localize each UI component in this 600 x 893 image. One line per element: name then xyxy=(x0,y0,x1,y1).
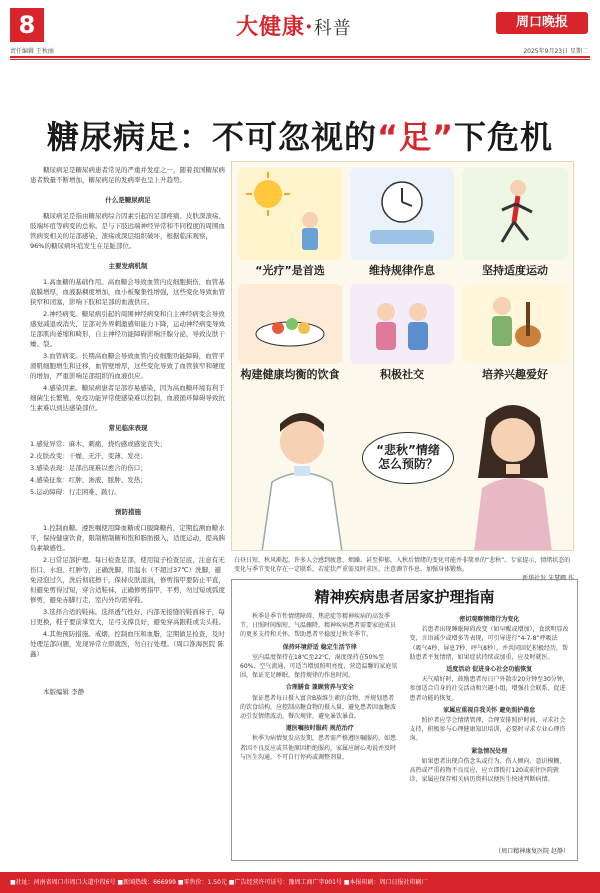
woman-figure xyxy=(456,398,570,551)
section-title xyxy=(236,10,352,41)
guide-columns xyxy=(240,612,569,785)
illustration-label: 维持规律作息 xyxy=(369,264,435,277)
article-paragraph: 2.神经病变。糖尿病引起的周围神经病变和自主神经病变会导致感觉减退或消失，足部对外界刺激感知能力下降，运动神经病变导致足部肌肉萎缩和畸形，自主神经功能障碍影响汗腺分泌，导致皮肤干燥、裂。 xyxy=(30,310,225,348)
guide-subheading: 保持环境舒适 稳定生活节律 xyxy=(282,643,357,651)
guide-paragraph: 室内温度保持在18℃至22℃，湿度保持在50%至60%，空气流通，可适当增加照明亮度，营造温馨的家庭氛围，保证充足睡眠，保持规律的作息时间。 xyxy=(240,653,398,680)
guide-subheading: 遵医嘱按时服药 规范治疗 xyxy=(285,725,354,733)
article-paragraph: 3.选择合适的鞋袜。选择透气性好、内部无接缝的鞋面袜子，每日更换，鞋子要前掌宽大，足弓支撑良好，避免穿高跟鞋或尖头鞋。 xyxy=(30,608,225,626)
illustration-caption xyxy=(234,556,574,582)
social-scene xyxy=(350,284,454,364)
section-dot: · xyxy=(305,14,314,40)
article-paragraph: 1.高血糖的基础作用。高血糖会导致血管内皮细胞损伤，血管基底膜增厚，血液黏稠度增加，血小板聚集性增强，这些变化导致血管狭窄和闭塞，影响下肢和足部的血液供应。 xyxy=(30,278,225,306)
people-icon xyxy=(350,284,454,364)
symptom-list xyxy=(30,439,226,497)
guide-subheading: 合理膳食 兼顾营养与安全 xyxy=(285,684,354,692)
diet-scene xyxy=(238,284,342,364)
guide-paragraph: 保证患者每日摄入富含B族维生素的食物，并规划患者的饮食结构，应控制高糖食物的摄入量，避免患者因血糖波动引发情绪波动，餐次规律，避免暴饮暴食。 xyxy=(240,694,397,721)
guitar-icon xyxy=(462,284,568,364)
list-item: 4.感染征象：红肿、渗液、脓肿、发热； xyxy=(30,476,147,484)
article-paragraph: 4.其他预防措施。戒烟，控制血压和血脂，定期做足检查，及时处理足部问题，发现异常立即就医，勿自行处理。（周口淮海医院 陈鑫） xyxy=(30,630,225,658)
section-main: 大健康 xyxy=(236,14,306,40)
guide-paragraph: 天气晴好时，鼓励患者每日户外散步20分钟至30分钟，参加适合自身的社交活动和兴趣小组，增强社会联系，促进患者功能的恢复。 xyxy=(409,676,569,702)
illustration-label: “光疗”是首选 xyxy=(255,264,325,277)
newspaper-logo: 周口晚报 xyxy=(496,12,588,34)
masthead-rule-thin xyxy=(10,59,590,60)
guide-subheading: 密切观察情绪行为变化 xyxy=(459,616,520,623)
runner-icon xyxy=(462,168,568,260)
article-column xyxy=(30,165,226,699)
list-item: 1.感觉异常：麻木、刺痛、烧灼感或感觉丧失； xyxy=(30,440,167,448)
illustration-label: 构建健康均衡的饮食 xyxy=(240,368,340,381)
dateline: 2025年9月23日 星期二 xyxy=(523,48,588,55)
masthead-rule xyxy=(10,56,590,58)
headline-part-1: 糖尿病足：不可忽视的 xyxy=(46,118,377,156)
illustration xyxy=(231,161,574,551)
guide-credit: （周口精神康复医院 赵静） xyxy=(495,848,569,855)
illustration-label: 培养兴趣爱好 xyxy=(482,368,548,381)
subheading-symptom: 常见临床表现 xyxy=(108,424,148,432)
sun-icon xyxy=(238,168,342,260)
article-paragraph: 4.感染因素。糖尿病患者足部容易感染，因为高血糖环境有利于细菌生长繁殖，免疫功能异常使感染难以控制，血液循环障碍导致抗生素难以到达感染部位。 xyxy=(30,384,225,412)
headline-accent: “足” xyxy=(376,118,455,156)
speech-bubble: “悲秋”情绪怎么预防？ xyxy=(362,432,454,484)
section-sub: 科普 xyxy=(313,18,352,39)
page-headline xyxy=(0,112,600,158)
illustration-label: 积极社交 xyxy=(380,368,424,381)
doctor-figure xyxy=(242,402,362,551)
guide-subheading: 紧急情况处理 xyxy=(471,747,508,755)
guide-column-right xyxy=(410,612,570,785)
subheading-cause: 主要发病机制 xyxy=(108,262,148,270)
article-paragraph: 2.日常足部护理。每日检查足部，使用镜子检查足底，注意有无伤口、水泡、红肿等，正确洗脚，用温水（不超过37℃）洗脚，避免浸泡过久，洗后彻底擦干，保持皮肤湿润，修剪指甲要防止平直，但避免剪得过短，穿合适鞋袜，正确修剪指甲，平剪，勿过短或弧度修剪，避免赤脚行走，室内外均需穿鞋。 xyxy=(30,556,225,604)
headline-part-3: 下危机 xyxy=(454,118,554,156)
food-bowl-icon xyxy=(238,284,342,364)
clock-icon xyxy=(350,168,454,260)
illustration-label: 坚持适度运动 xyxy=(482,264,548,277)
guide-paragraph: 秋季是季节性情绪障碍、焦虑症等精神疾病的高发季节，日照时间缩短，气温骤降，精神疾病患者需要家庭成员的更多支持和关怀，帮助患者平稳度过秋冬季节。 xyxy=(240,613,397,639)
guide-paragraph: 照护者应学会情绪管理，合理安排照护时间，寻求社会支持，积极参与心理健康知识培训，必要时寻求专业心理咨询。 xyxy=(409,717,566,743)
list-item: 5.运动障碍：行走困难、跛行。 xyxy=(30,488,121,496)
page-number: 8 xyxy=(10,8,44,42)
list-item: 2.皮肤改变：干燥、无汗、变薄、发亮； xyxy=(30,452,147,460)
guide-paragraph: 若患者出现睡眠障碍改变（如早醒或增加），食欲明显改变，言语减少或增多等表现，可引导进行“4-7-8”呼吸法（吸气4秒、屏息7秒、呼气8秒），并共同回忆积极经历，帮助患者平复情绪，如果症状持续或加重，应及时就医。 xyxy=(409,626,569,661)
guide-subheading: 家属应重视自我关怀 避免照护倦怠 xyxy=(443,706,536,714)
routine-scene xyxy=(350,168,454,260)
light-therapy-scene xyxy=(238,168,342,260)
footer-bar: ■社址：河南省周口市周口大道中段6号 ■新闻热线：666999 ■零售价：1.50元 ■广告经营许可证号：豫周工商广字001号 ■本报印刷：周口日报社印刷厂 xyxy=(0,872,600,893)
guide-column-left xyxy=(240,612,400,785)
guide-paragraph: 秋季为病情复发高发期，患者需严格遵医嘱服药，如患者因不良反应或其他原因拒绝服药，家属应耐心劝说并及时与医生沟通，不可自行停药或调整剂量。 xyxy=(240,735,397,761)
article-paragraph: 3.血管病变。长期高血糖会导致血管内皮细胞功能障碍，血管平滑肌细胞增生和迁移，血管壁增厚，这些变化导致了血管狭窄和硬度的增加，严重影响足部组织的血液供应。 xyxy=(30,352,225,380)
article-intro: 糖尿病足是糖尿病患者常见的严重并发症之一，随着我国糖尿病患者数量不断增加，糖尿病足的发病率也呈上升趋势。 xyxy=(30,166,225,184)
article-paragraph: 1.控制血糖。遵医嘱使用降血糖或口服降糖药，定期监测血糖水平，保持健康饮食，限制精制糖和饱和脂肪摄入，适度运动，提高胰岛素敏感性。 xyxy=(30,524,225,552)
caption-credit: 新华社发 朱慧卿 作 xyxy=(522,575,574,582)
guide-title: 精神疾病患者居家护理指南 xyxy=(314,588,495,606)
page-editor-byline: 本版编辑 李静 xyxy=(43,688,85,696)
list-item: 3.感染表现：足部出现难以愈合的伤口； xyxy=(30,464,147,472)
caption-text: 白昼日短，秋风渐起，许多人会感到疲惫、烦躁、甚至抑郁，入秋后情绪的变化可能并非简单的“悲秋”。专家提示，情绪状态的变化与季节变化存在一定联系，若症状严重需及时求医，注意调节作息，加强身体锻炼。 xyxy=(234,557,571,573)
editor-line: 责任编辑 王秋丽 xyxy=(10,48,54,55)
exercise-scene xyxy=(462,168,568,260)
guide-paragraph: 如果患者出现自伤念头或行为、伤人倾向、意识模糊、高热或严重药物不良反应，应立即拨打120或前往医院就诊，家属应保存相关病历资料以便医生快速判断病情。 xyxy=(409,757,566,784)
article-paragraph: 糖尿病足是指由糖尿病综合因素引起的足部疼痛、皮肤深溃疡、肢端坏疽等病变的总称。是与下肢远端神经异常和不同程度的周围血管病变相关的足部感染、溃疡或深层组织破坏，根据临床观察，96%的糖尿病坏疽发生在足趾部位。 xyxy=(30,212,225,250)
subheading-prevent: 预防措施 xyxy=(115,508,141,516)
guide-subheading: 适度活动 促进身心社会功能恢复 xyxy=(446,666,533,674)
masthead xyxy=(0,0,600,62)
subheading-what: 什么是糖尿病足 xyxy=(105,196,151,204)
hobby-scene xyxy=(462,284,568,364)
guide-article xyxy=(231,579,578,861)
